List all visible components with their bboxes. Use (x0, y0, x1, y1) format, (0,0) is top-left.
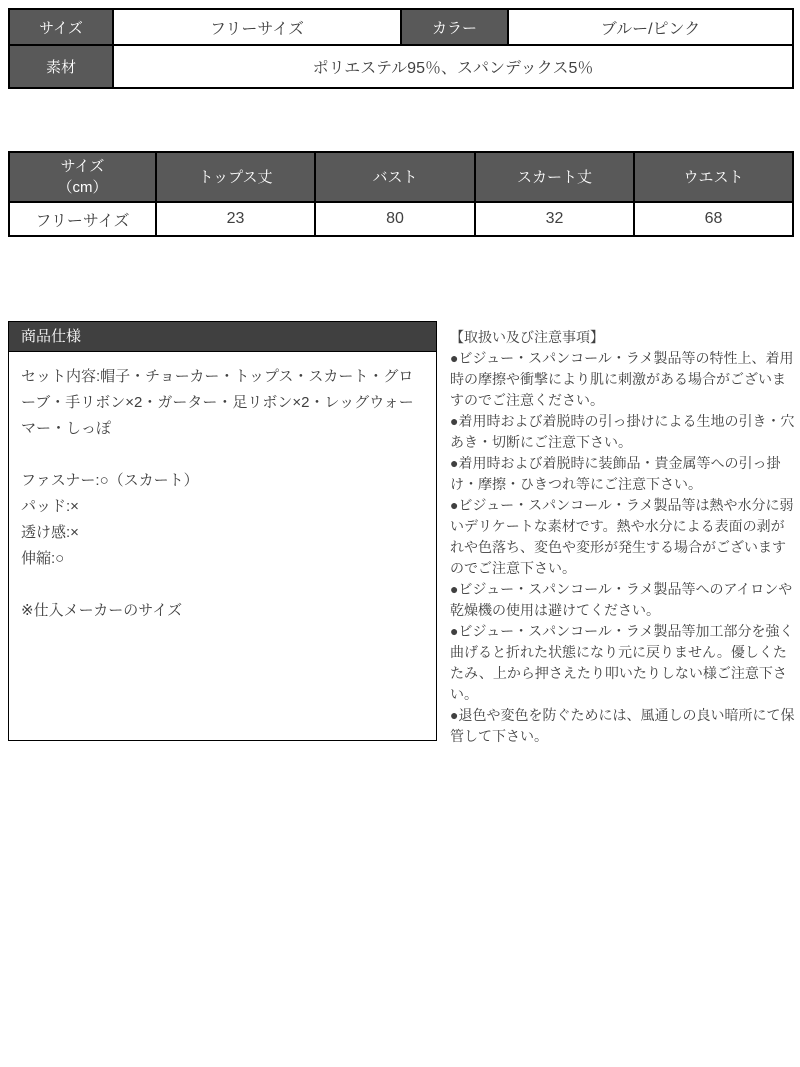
handling-note-item: ●ビジュー・スパンコール・ラメ製品等へのアイロンや乾燥機の使用は避けてください。 (450, 581, 793, 618)
size-chart-header-size-line1: サイズ (60, 158, 105, 175)
size-chart-table (8, 151, 794, 237)
size-chart-value-waist: 68 (634, 202, 793, 236)
spec-table-row-size-color (9, 9, 793, 45)
handling-note-item: ●着用時および着脱時の引っ掛けによる生地の引き・穴あき・切断にご注意下さい。 (450, 413, 795, 450)
handling-note-item: ●退色や変色を防ぐためには、風通しの良い暗所にて保管して下さい。 (450, 707, 795, 744)
size-chart-header-row (9, 152, 793, 202)
spec-material-value: ポリエステル95％、スパンデックス5％ (113, 45, 793, 88)
spec-set-contents: セット内容:帽子・チョーカー・トップス・スカート・グローブ・手リボン×2・ガーター・足リボン×2・レッグウォーマー・しっぽ (21, 368, 414, 437)
spec-box-body (9, 352, 436, 624)
spec-color-value: ブルー/ピンク (508, 9, 793, 45)
spec-detail-sheerness: 透け感:× (21, 524, 79, 541)
spec-maker-size-note: ※仕入メーカーのサイズ (21, 602, 183, 619)
spec-detail-pad: パッド:× (21, 498, 79, 515)
size-chart-header-size-cm (9, 152, 156, 202)
size-chart-value-skirt-length: 32 (475, 202, 634, 236)
size-chart-row-label: フリーサイズ (9, 202, 156, 236)
bottom-section (8, 321, 795, 747)
size-chart-value-bust: 80 (315, 202, 475, 236)
spec-box-title: 商品仕様 (9, 322, 436, 352)
spec-detail-fastener: ファスナー:○（スカート） (21, 472, 199, 489)
size-chart-header-skirt-length: スカート丈 (475, 152, 634, 202)
handling-note-item: ●ビジュー・スパンコール・ラメ製品等加工部分を強く曲げると折れた状態になり元に戻りません。優しくたたみ、上から押さえたり叩いたりしない様ご注意下さい。 (450, 623, 794, 702)
size-chart-header-waist: ウエスト (634, 152, 793, 202)
spec-material-label: 素材 (9, 45, 113, 88)
size-chart-data-row (9, 202, 793, 236)
size-chart-header-tops-length: トップス丈 (156, 152, 315, 202)
size-chart-value-tops-length: 23 (156, 202, 315, 236)
spec-size-value: フリーサイズ (113, 9, 401, 45)
size-chart-header-bust: バスト (315, 152, 475, 202)
handling-notes (450, 321, 795, 747)
product-spec-box (8, 321, 437, 741)
spec-detail-stretch: 伸縮:○ (21, 550, 65, 567)
handling-note-item: ●着用時および着脱時に装飾品・貴金属等への引っ掛け・摩擦・ひきつれ等にご注意下さい。 (450, 455, 781, 492)
spec-size-label: サイズ (9, 9, 113, 45)
spec-table-row-material (9, 45, 793, 88)
spec-table (8, 8, 794, 89)
handling-note-item: ●ビジュー・スパンコール・ラメ製品等の特性上、着用時の摩擦や衝撃により肌に刺激がある場合がございますのでご注意ください。 (450, 350, 794, 408)
size-chart-header-size-line2: （cm） (57, 179, 108, 196)
handling-note-item: ●ビジュー・スパンコール・ラメ製品等は熱や水分に弱いデリケートな素材です。熱や水分による表面の剥がれや色落ち、変色や変形が発生する場合がございますのでご注意下さい。 (450, 497, 794, 576)
handling-notes-title: 【取扱い及び注意事項】 (450, 329, 604, 345)
spec-color-label: カラー (401, 9, 508, 45)
